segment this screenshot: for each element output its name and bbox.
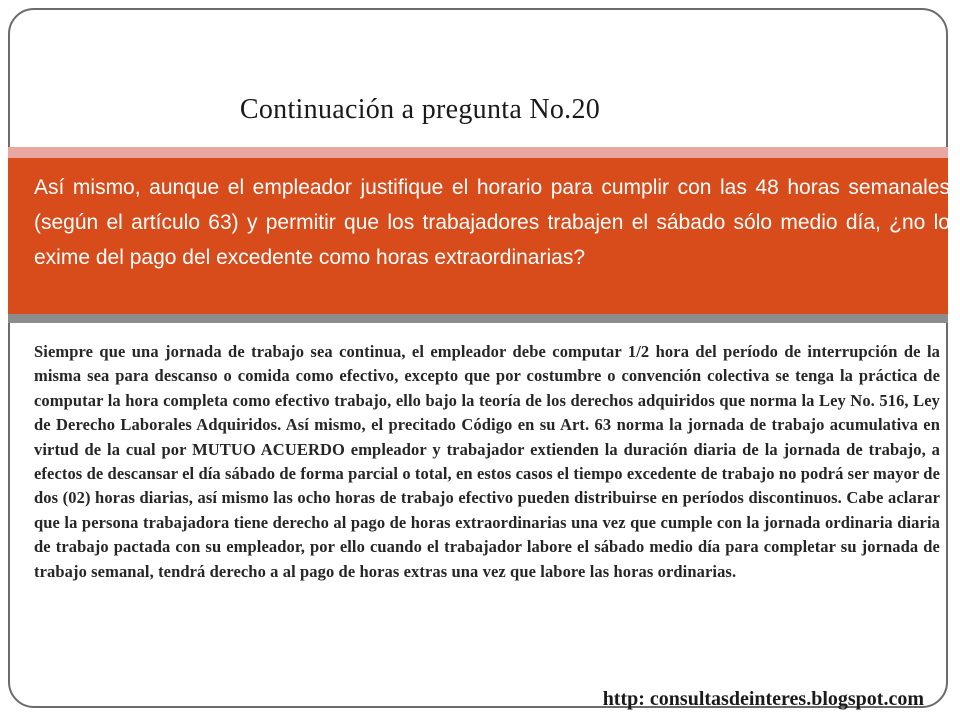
footer-link[interactable]: http: consultasdeinteres.blogspot.com — [602, 688, 924, 710]
answer-text: Siempre que una jornada de trabajo sea continua, el empleador debe computar 1/2 hora del período de interrupción de la misma sea para descanso o comida como efectivo, excepto que por costumbre o convención colectiva se tenga la práctica de computar la hora completa como efectivo trabajo, ello bajo la teoría de los derechos adquiridos que norma la Ley No. 516, Ley de Derecho Laborales Adquiridos. Así mismo, el precitado Código en su Art. 63 norma la jornada de trabajo acumulativa en virtud de la cual por MUTUO ACUERDO empleador y trabajador extienden la duración diaria de la jornada de trabajo, a efectos de descansar el día sábado de forma parcial o total, en estos casos el tiempo excedente de trabajo no podrá ser mayor de dos (02) horas diarias, así mismo las ocho horas de trabajo efectivo pueden distribuirse en períodos discontinuos. Cabe aclarar que la persona trabajadora tiene derecho al pago de horas extraordinarias una vez que cumple con la jornada ordinaria diaria de trabajo pactada con su empleador, por ello cuando el trabajador labore el sábado medio día para completar su jornada de trabajo semanal, tendrá derecho a al pago de horas extras una vez que labore las horas ordinarias. — [34, 342, 940, 581]
slide-title: Continuación a pregunta No.20 — [239, 94, 601, 125]
accent-band-top — [8, 147, 948, 158]
accent-band-bottom — [8, 314, 948, 323]
question-text: Así mismo, aunque el empleador justifique el horario para cumplir con las 48 horas semanales (según el artículo 63) y permitir que los trabajadores trabajen el sábado sólo medio día, ¿no lo exime del pago del excedente como horas extraordinarias? — [34, 176, 950, 269]
